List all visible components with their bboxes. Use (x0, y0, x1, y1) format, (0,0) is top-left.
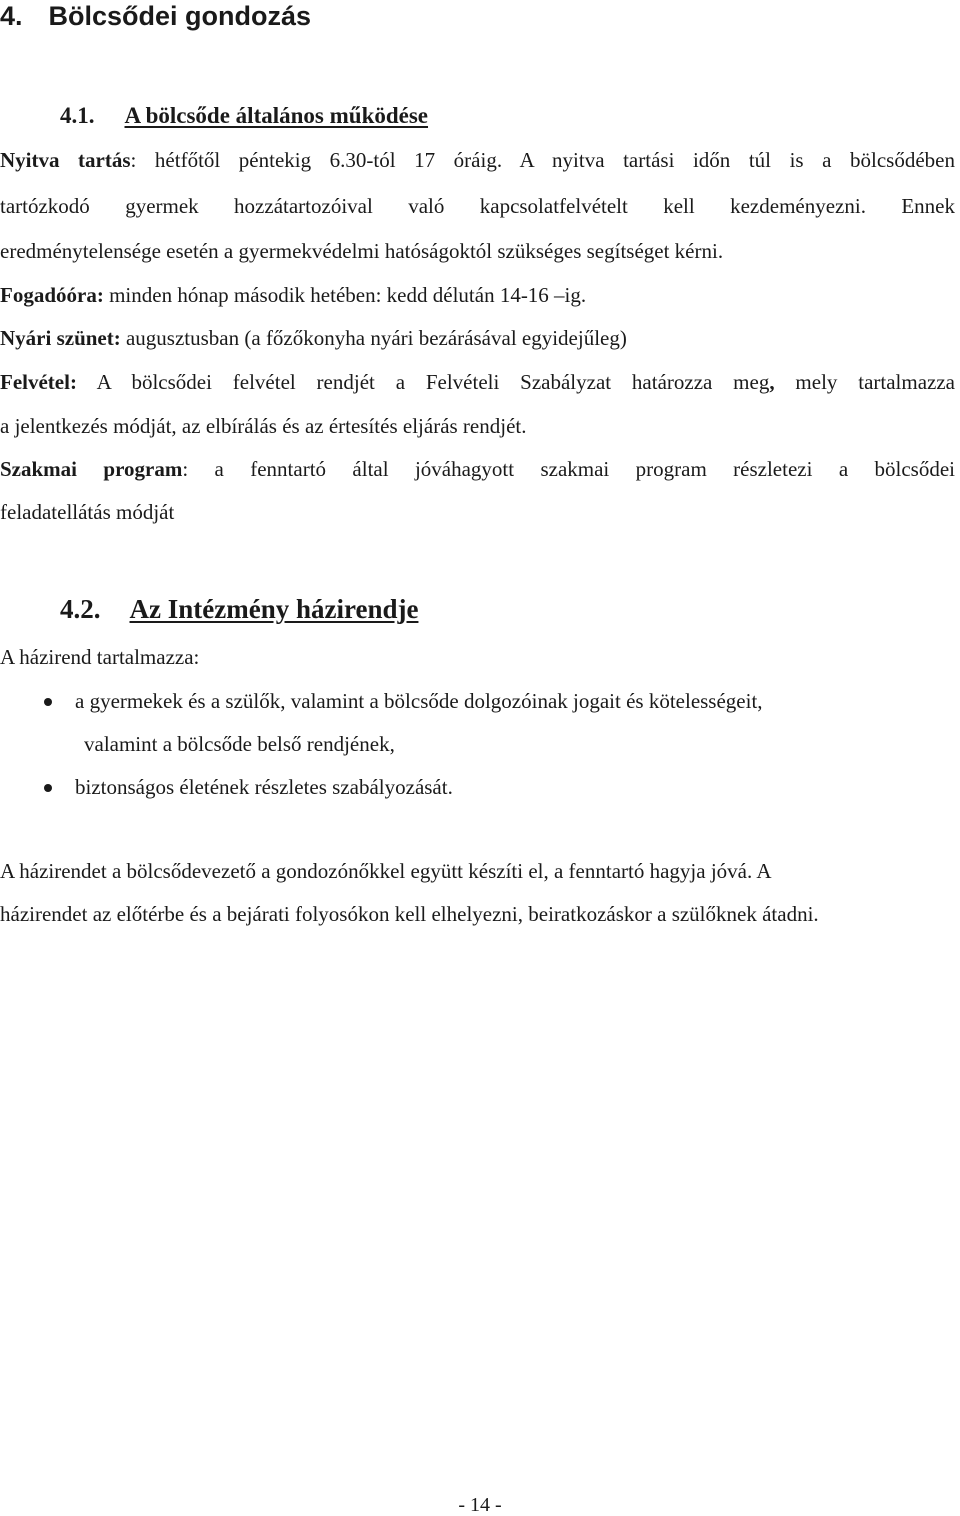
summer-break-label: Nyári szünet: (0, 326, 121, 350)
subsection-heading-2 (60, 596, 418, 623)
admission-line-1: Felvétel: A bölcsődei felvétel rendjét a Felvételi Szabályzat határozza meg, mely tartalmazza (0, 370, 955, 394)
section-title: Bölcsődei gondozás (48, 1, 312, 31)
subsection-number: 4.1. (60, 103, 95, 128)
subsection-heading (60, 104, 428, 127)
subsection-title: A bölcsőde általános működése (124, 103, 429, 128)
closing-line-1: A házirendet a bölcsődevezető a gondozónőkkel együtt készíti el, a fenntartó hagyja jóvá. A (0, 859, 772, 883)
list-item: a gyermekek és a szülők, valamint a bölcsőde dolgozóinak jogait és kötelességeit, (75, 689, 763, 713)
program-label: Szakmai program (0, 457, 183, 481)
subsection-title-2: Az Intézmény házirendje (129, 594, 419, 624)
admission-line-2: a jelentkezés módját, az elbírálás és az értesítés eljárás rendjét. (0, 414, 527, 438)
page-number: - 14 - (458, 1494, 502, 1516)
section-number: 4. (0, 1, 23, 31)
admission-label: Felvétel: (0, 370, 77, 394)
closing-line-2: házirendet az előtérbe és a bejárati folyosókon kell elhelyezni, beiratkozáskor a szülőknek átadni. (0, 902, 819, 926)
list-item: biztonságos életének részletes szabályozását. (75, 775, 453, 799)
opening-hours-line-2: tartózkodó gyermek hozzátartozóival való kapcsolatfelvételt kell kezdeményezni. Ennek (0, 194, 955, 218)
section-heading (0, 3, 311, 30)
opening-hours-label: Nyitva tartás (0, 148, 131, 172)
program-line-1: Szakmai program: a fenntartó által jóváhagyott szakmai program részletezi a bölcsődei (0, 457, 955, 481)
summer-break-line: Nyári szünet: augusztusban (a főzőkonyha nyári bezárásával egyidejűleg) (0, 326, 627, 350)
subsection-number-2: 4.2. (60, 594, 101, 624)
bullet-icon (44, 784, 52, 792)
house-rules-intro: A házirend tartalmazza: (0, 645, 200, 669)
office-hours-label: Fogadóóra: (0, 283, 104, 307)
program-line-2: feladatellátás módját (0, 500, 175, 524)
opening-hours-line-1: Nyitva tartás: hétfőtől péntekig 6.30-tól 17 óráig. A nyitva tartási időn túl is a bölcsődében (0, 148, 955, 172)
office-hours-line: Fogadóóra: minden hónap második hetében: kedd délután 14-16 –ig. (0, 283, 587, 307)
list-item-continuation: valamint a bölcsőde belső rendjének, (84, 732, 395, 756)
opening-hours-line-3: eredménytelensége esetén a gyermekvédelmi hatóságoktól szükséges segítséget kérni. (0, 239, 724, 263)
bullet-icon (44, 698, 52, 706)
